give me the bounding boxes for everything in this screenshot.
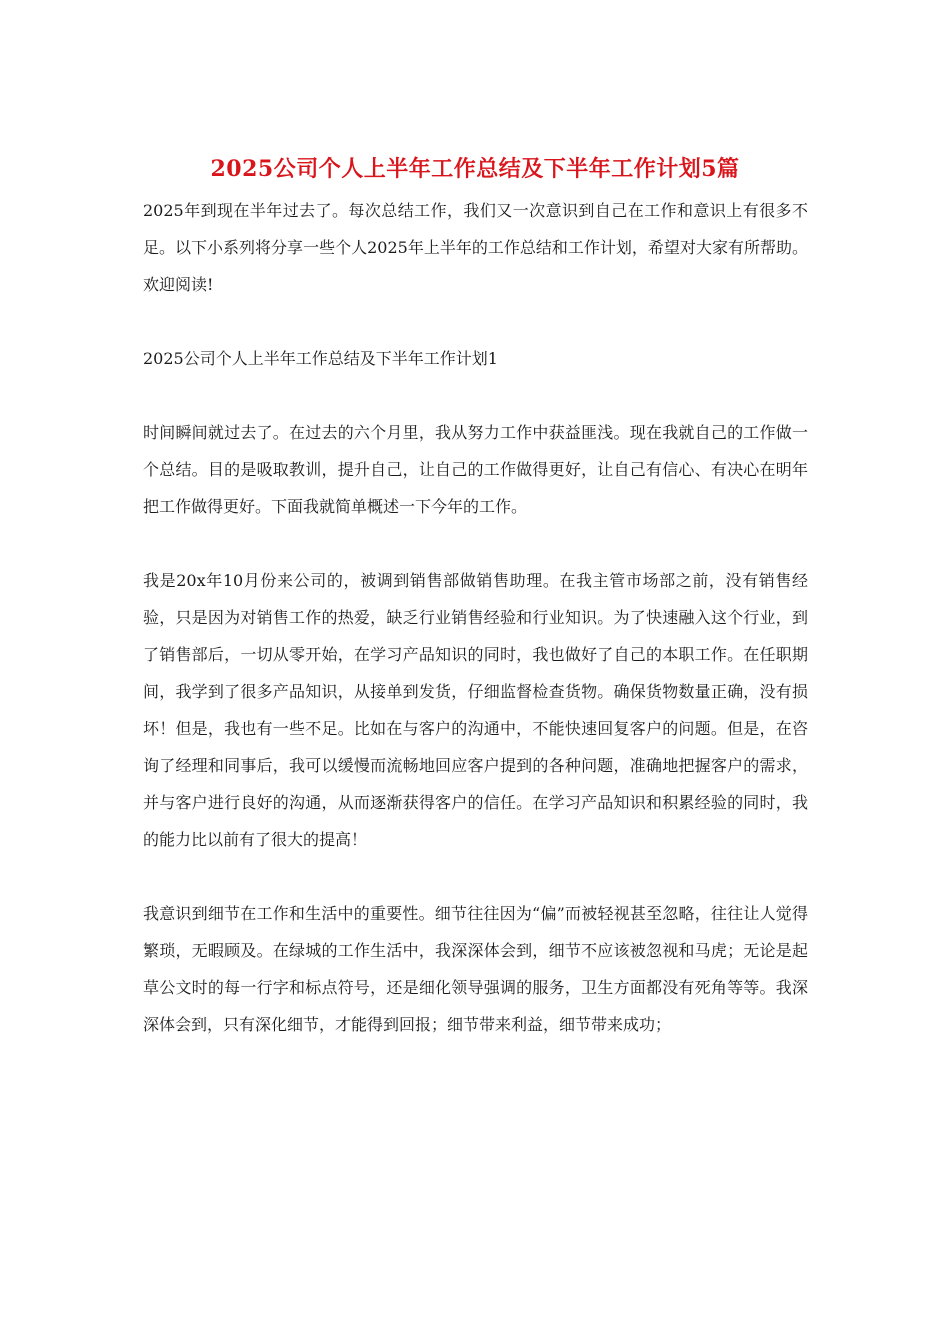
body-paragraph-3: 我意识到细节在工作和生活中的重要性。细节往往因为“偏”而被轻视甚至忽略，往往让人觉得繁琐，无暇顾及。在绿城的工作生活中，我深深体会到，细节不应该被忽视和马虎；无论是起草公文时的每一行字和标点符号，还是细化领导强调的服务，卫生方面都没有死角等等。我深深体会到，只有深化细节，才能得到回报；细节带来利益，细节带来成功；: [143, 904, 808, 1034]
section-heading: 2025公司个人上半年工作总结及下半年工作计划1: [143, 349, 498, 368]
document-body: [143, 192, 808, 1043]
document-title: 2025公司个人上半年工作总结及下半年工作计划5篇: [210, 156, 740, 182]
body-paragraph-1: 时间瞬间就过去了。在过去的六个月里，我从努力工作中获益匪浅。现在我就自己的工作做一个总结。目的是吸取教训，提升自己，让自己的工作做得更好，让自己有信心、有决心在明年把工作做得更好。下面我就简单概述一下今年的工作。: [143, 423, 808, 516]
body-paragraph-2: 我是20x年10月份来公司的，被调到销售部做销售助理。在我主管市场部之前，没有销售经验，只是因为对销售工作的热爱，缺乏行业销售经验和行业知识。为了快速融入这个行业，到了销售部后，一切从零开始，在学习产品知识的同时，我也做好了自己的本职工作。在任职期间，我学到了很多产品知识，从接单到发货，仔细监督检查货物。确保货物数量正确，没有损坏！但是，我也有一些不足。比如在与客户的沟通中，不能快速回复客户的问题。但是，在咨询了经理和同事后，我可以缓慢而流畅地回应客户提到的各种问题，准确地把握客户的需求，并与客户进行良好的沟通，从而逐渐获得客户的信任。在学习产品知识和积累经验的同时，我的能力比以前有了很大的提高！: [143, 571, 808, 849]
intro-paragraph: 2025年到现在半年过去了。每次总结工作，我们又一次意识到自己在工作和意识上有很多不足。以下小系列将分享一些个人2025年上半年的工作总结和工作计划，希望对大家有所帮助。欢迎阅读!: [143, 201, 808, 294]
